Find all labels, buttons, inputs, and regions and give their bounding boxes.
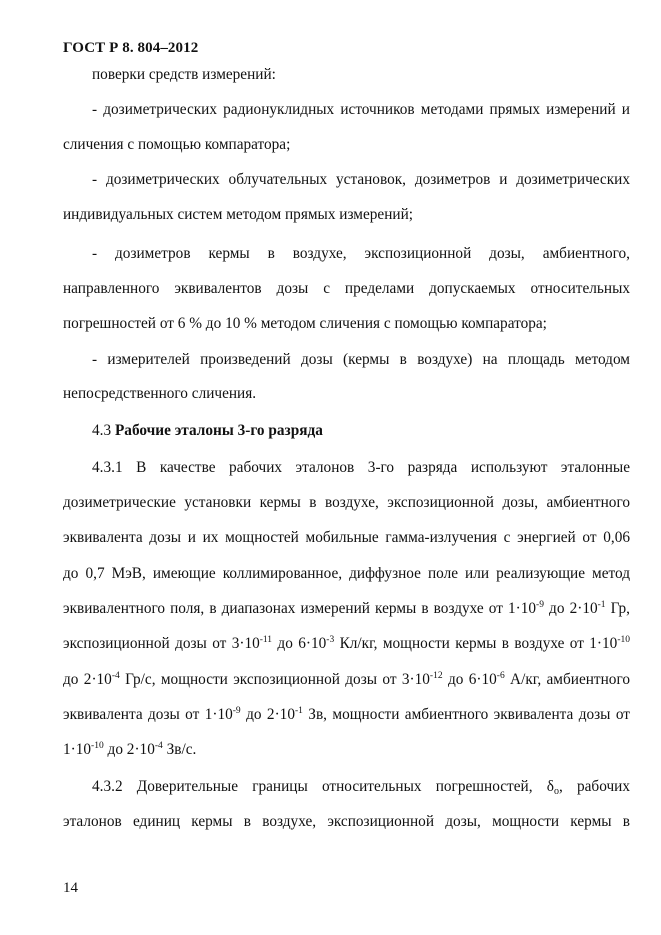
document-header: ГОСТ Р 8. 804–2012 bbox=[63, 40, 199, 56]
subscript: о bbox=[553, 786, 559, 797]
text-line bbox=[63, 706, 630, 724]
text-run: экспозиционной дозы от 3·10 bbox=[63, 635, 260, 652]
exponent: -1 bbox=[597, 600, 606, 610]
text-run: А/кг, амбиентного bbox=[504, 671, 630, 688]
text-line: поверки средств измерений: bbox=[92, 66, 276, 83]
text-line: эталонов единиц кермы в воздухе, экспозиционной дозы, мощности кермы в bbox=[63, 813, 630, 830]
exponent: -9 bbox=[232, 706, 241, 716]
text-line: 4.3.1 В качестве рабочих эталонов 3-го разряда используют эталонные bbox=[92, 459, 630, 476]
text-line: - дозиметров кермы в воздухе, экспозиционной дозы, амбиентного, bbox=[92, 245, 630, 262]
section-number: 4.3 bbox=[92, 422, 112, 439]
exponent: -10 bbox=[91, 741, 104, 751]
text-run: Гр, bbox=[605, 600, 630, 617]
text-line: направленного эквивалентов дозы с пределами допускаемых относительных bbox=[63, 280, 630, 297]
text-run: 1·10 bbox=[63, 741, 92, 758]
section-title: Рабочие эталоны 3-го разряда bbox=[114, 422, 323, 439]
text-line bbox=[63, 635, 630, 653]
text-run: до 2·10 bbox=[543, 600, 598, 617]
text-line: эквивалента дозы и их мощностей мобильные гамма-излучения с энергией от 0,06 bbox=[63, 529, 630, 546]
text-line: дозиметрические установки кермы в воздухе, экспозиционной дозы, амбиентного bbox=[63, 494, 630, 511]
text-run: Зв/с. bbox=[162, 741, 197, 758]
text-line bbox=[63, 600, 630, 618]
text-line: непосредственного сличения. bbox=[63, 385, 257, 402]
text-line bbox=[92, 778, 630, 796]
text-run: до 2·10 bbox=[103, 741, 155, 758]
text-run: эквивалента дозы от 1·10 bbox=[63, 706, 233, 723]
text-run: Зв, мощности амбиентного эквивалента дозы от bbox=[302, 706, 630, 723]
exponent: -12 bbox=[429, 671, 443, 681]
text-line: сличения с помощью компаратора; bbox=[63, 136, 291, 153]
exponent: -9 bbox=[536, 600, 544, 610]
text-run: до 6·10 bbox=[442, 671, 497, 688]
text-run: , рабочих bbox=[558, 778, 630, 795]
page-number: 14 bbox=[63, 880, 78, 896]
text-line: погрешностей от 6 % до 10 % методом сличения с помощью компаратора; bbox=[63, 315, 547, 332]
text-line: - измерителей произведений дозы (кермы в воздухе) на площадь методом bbox=[92, 351, 630, 368]
text-run: до 2·10 bbox=[240, 706, 295, 723]
text-line: - дозиметрических облучательных установок, дозиметров и дозиметрических bbox=[92, 171, 630, 188]
text-line bbox=[63, 741, 196, 759]
exponent: -10 bbox=[617, 635, 630, 645]
text-line: до 0,7 МэВ, имеющие коллимированное, диффузное поле или реализующие метод bbox=[63, 565, 630, 582]
section-heading-4-3 bbox=[92, 422, 323, 440]
text-run: эквивалентного поля, в диапазонах измерений кермы в воздухе от 1·10 bbox=[63, 600, 537, 617]
text-line: индивидуальных систем методом прямых измерений; bbox=[63, 206, 414, 223]
text-run: до 6·10 bbox=[272, 635, 327, 652]
exponent: -11 bbox=[259, 635, 273, 645]
text-run: Гр/с, мощности экспозиционной дозы от 3·10 bbox=[119, 671, 430, 688]
text-line bbox=[63, 671, 630, 689]
exponent: -4 bbox=[111, 671, 120, 681]
exponent: -1 bbox=[294, 706, 303, 716]
text-line: - дозиметрических радионуклидных источников методами прямых измерений и bbox=[92, 101, 630, 118]
text-run: Кл/кг, мощности кермы в воздухе от 1·10 bbox=[334, 635, 618, 652]
exponent: -4 bbox=[154, 741, 163, 751]
exponent: -3 bbox=[326, 635, 335, 645]
text-run: 4.3.2 Доверительные границы относительных погрешностей, δ bbox=[92, 778, 554, 795]
exponent: -6 bbox=[496, 671, 505, 681]
text-run: до 2·10 bbox=[63, 671, 112, 688]
